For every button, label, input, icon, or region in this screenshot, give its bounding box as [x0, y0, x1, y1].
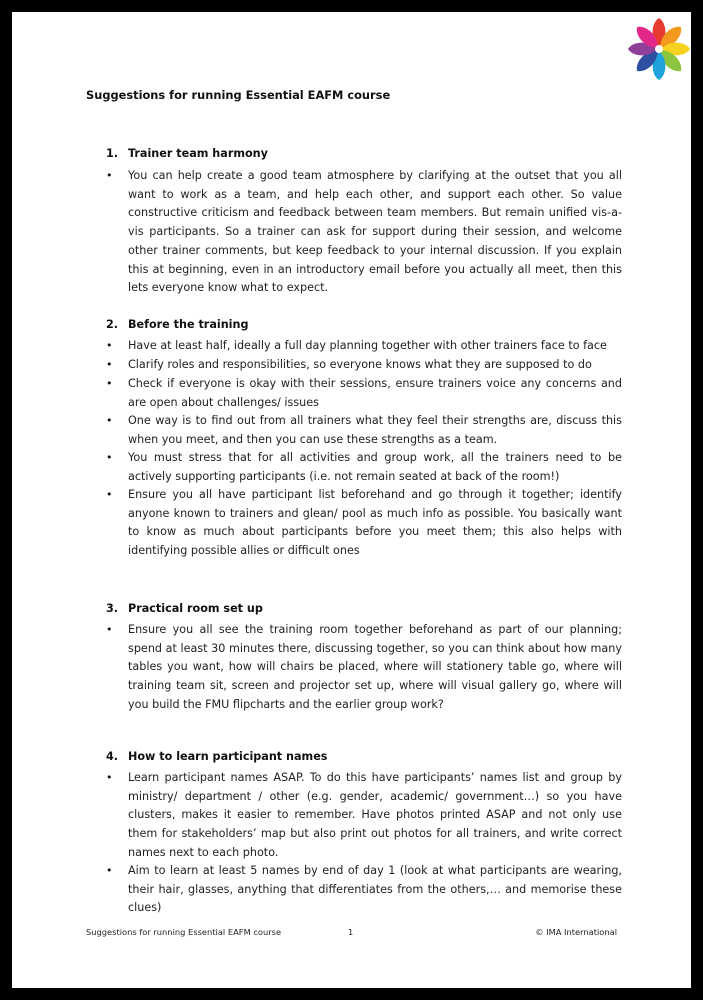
section-heading	[106, 318, 248, 331]
section-title: Practical room set up	[128, 602, 263, 615]
list-item-text: Ensure you all see the training room together beforehand as part of our planning; spend at least 30 minutes there, discussing together, so you can think about how many tables you want, how will chairs be placed, where will stationery table go, where will training team sit, screen and projector set up, where will visual gallery go, where will you build the FMU flipcharts and the earlier group work?	[128, 623, 622, 711]
list-item	[106, 356, 622, 375]
section-heading	[106, 750, 327, 763]
flower-logo-icon	[626, 16, 691, 82]
bullet-icon: •	[106, 623, 113, 636]
section-number: 3.	[106, 602, 119, 615]
section-number: 2.	[106, 318, 119, 331]
section-heading	[106, 147, 268, 160]
list-item	[106, 167, 622, 298]
section-title: How to learn participant names	[128, 750, 328, 763]
list-item-text: Ensure you all have participant list beforehand and go through it together; identify anyone known to trainers and glean/ pool as much info as possible. You basically want to know as much about participants before you meet them; this also helps with identifying possible allies or difficult ones	[128, 488, 622, 558]
footer-document-title: Suggestions for running Essential EAFM course	[86, 927, 282, 937]
bullet-icon: •	[106, 488, 113, 501]
bullet-icon: •	[106, 377, 113, 390]
document-page	[12, 12, 691, 988]
footer-page-number: 1	[348, 927, 354, 937]
list-item	[106, 862, 622, 918]
section-number: 4.	[106, 750, 119, 763]
bullet-icon: •	[106, 414, 113, 427]
list-item-text: Clarify roles and responsibilities, so everyone knows what they are supposed to do	[128, 358, 592, 371]
section-title: Before the training	[128, 318, 249, 331]
bullet-icon: •	[106, 339, 113, 352]
list-item-text: One way is to find out from all trainers what they feel their strengths are, discuss this when you meet, and then you can use these strengths as a team.	[128, 414, 622, 446]
list-item	[106, 375, 622, 412]
list-item-text: Aim to learn at least 5 names by end of day 1 (look at what participants are wearing, their hair, glasses, anything that differentiates from the others,… and memorise these clues)	[128, 864, 622, 915]
bullet-icon: •	[106, 771, 113, 784]
list-item	[106, 449, 622, 486]
list-item	[106, 769, 622, 863]
bullet-icon: •	[106, 358, 113, 371]
list-item-text: Learn participant names ASAP. To do this have participants’ names list and group by ministry/ department / other (e.g. gender, academic/ government…) so you have clusters, makes it easier to remember. Have photos printed ASAP and not only use them for stakeholders’ map but also print out photos for all trainers, and write correct names next to each photo.	[128, 771, 622, 859]
list-item	[106, 412, 622, 449]
bullet-icon: •	[106, 169, 113, 182]
document-title: Suggestions for running Essential EAFM course	[86, 88, 391, 102]
bullet-icon: •	[106, 864, 113, 877]
list-item	[106, 486, 622, 561]
list-item	[106, 621, 622, 715]
section-number: 1.	[106, 147, 119, 160]
list-item	[106, 337, 622, 356]
section-title: Trainer team harmony	[128, 147, 268, 160]
list-item-text: Check if everyone is okay with their sessions, ensure trainers voice any concerns and are open about challenges/ issues	[128, 377, 622, 409]
list-item-text: You must stress that for all activities and group work, all the trainers need to be actively supporting participants (i.e. not remain seated at back of the room!)	[128, 451, 622, 483]
footer-copyright: © IMA International	[535, 927, 617, 937]
list-item-text: You can help create a good team atmosphere by clarifying at the outset that you all want to work as a team, and help each other, and support each other. So value constructive criticism and feedback between team members. But remain unified vis-a-vis participants. So a trainer can ask for support during their session, and welcome other trainer comments, but keep feedback to your internal discussion. If you explain this at beginning, even in an introductory email before you actually all meet, then this lets everyone know what to expect.	[128, 169, 622, 295]
bullet-icon: •	[106, 451, 113, 464]
list-item-text: Have at least half, ideally a full day planning together with other trainers face to face	[128, 339, 607, 352]
section-heading	[106, 602, 263, 615]
